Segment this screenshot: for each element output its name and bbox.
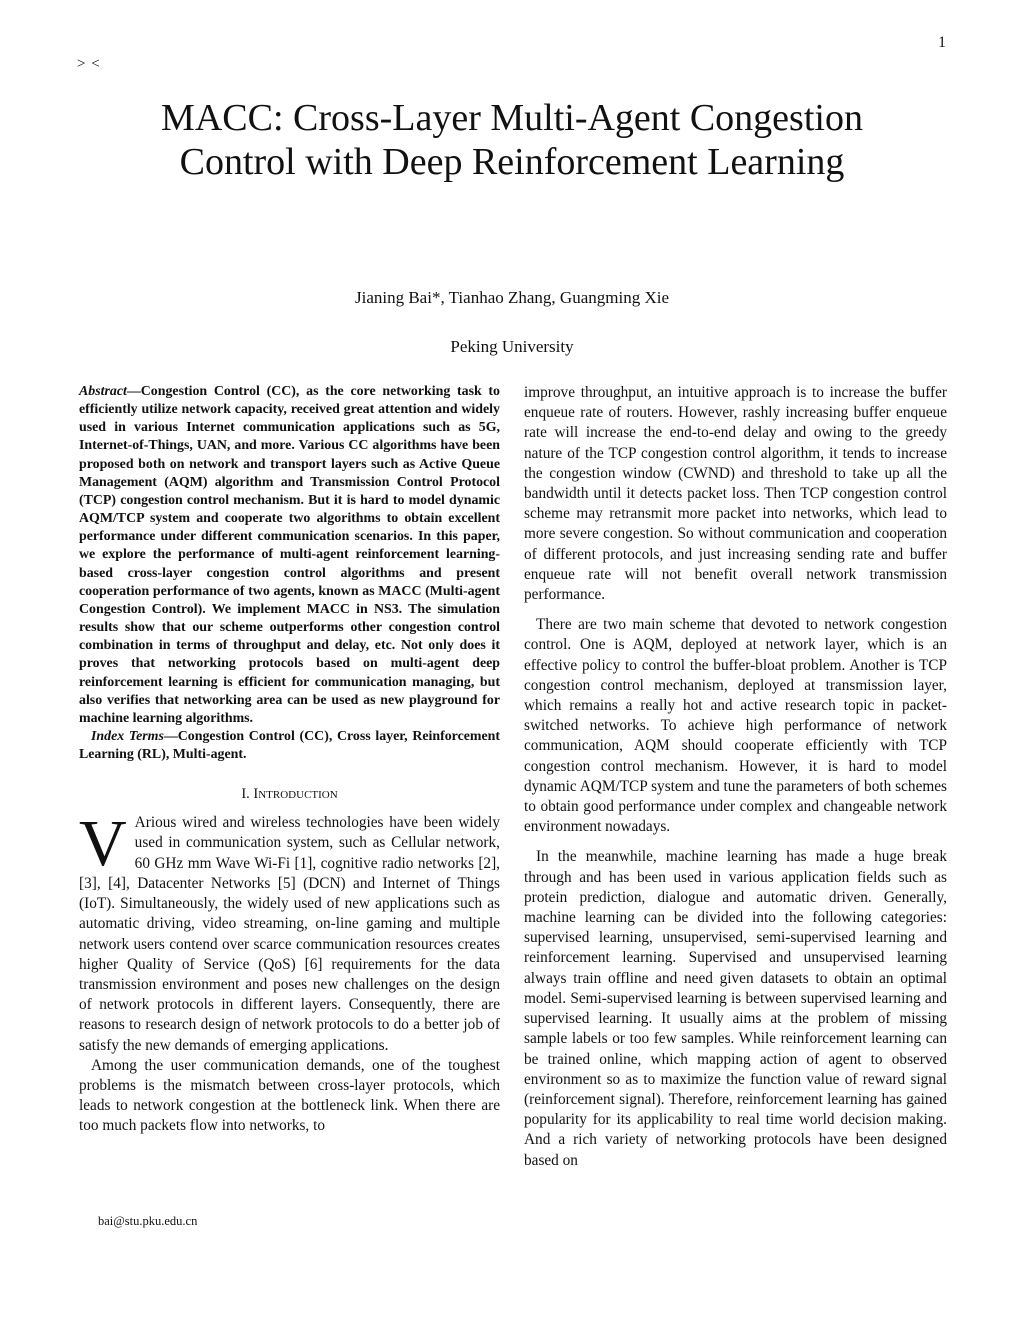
title-line-2: Control with Deep Reinforcement Learning xyxy=(179,141,845,183)
title-line-1: MACC: Cross-Layer Multi-Agent Congestion xyxy=(161,97,863,139)
affiliation: Peking University xyxy=(450,337,574,356)
abstract-text: —Congestion Control (CC), as the core networking task to efficiently utilize network capacity, received great attention and widely used in various Internet communication applications such as 5G, Internet-of-Things, UAN, and more. Various CC algorithms have been proposed both on network and transport layers such as Active Queue Management (AQM) algorithm and Transmission Control Protocol (TCP) congestion control mechanism. But it is hard to model dynamic AQM/TCP system and cooperate two algorithms to obtain excellent performance under different communication scenarios. In this paper, we explore the performance of multi-agent reinforcement learning-based cross-layer congestion control algorithms and present cooperation performance of two agents, known as MACC (Multi-agent Congestion Control). We implement MACC in NS3. The simulation results show that our scheme outperforms other congestion control combination in terms of throughput and delay, etc. Not only does it proves that networking protocols based on multi-agent deep reinforcement learning is efficient for communication managing, but also verifies that networking area can be used as new playground for machine learning algorithms. xyxy=(79,384,500,726)
intro-paragraph-1 xyxy=(79,807,500,1055)
right-paragraph-2: There are two main scheme that devoted to network congestion control. One is AQM, deployed at network layer, which is an effective policy to control the buffer-bloat problem. Another is TCP congestion control mechanism, deployed at transmission layer, which remains a really hot and active research topic in packet-switched networks. To achieve high performance of network communication, AQM should cooperate efficiently with TCP congestion control mechanism. However, it is hard to model dynamic AQM/TCP system and tune the parameters of both schemes to obtain good performance under complex and changeable network environment nowadays. xyxy=(524,616,947,836)
right-column xyxy=(524,383,947,1171)
drop-cap: V xyxy=(79,807,127,881)
intro-paragraph-1-text: Arious wired and wireless technologies have been widely used in communication system, such as Cellular network, 60 GHz mm Wave Wi-Fi [1], cognitive radio networks [2], [3], [4], Datacenter Networks [5] (DCN) and Internet of Things (IoT). Simultaneously, the widely used of new applications such as automatic driving, video streaming, on-line gaming and multiple network users contend over scarce communication resources creates higher Quality of Service (QoS) [6] requirements for the data transmission environment and poses new challenges on the design of network protocols in different layers. Consequently, there are reasons to research design of network protocols to do a better job of satisfy the new demands of emerging applications. xyxy=(79,814,500,1054)
section-number: I. I xyxy=(241,786,259,803)
index-terms-text: —Congestion Control (CC), Cross layer, Reinforcement Learning (RL), Multi-agent. xyxy=(79,728,500,763)
footnote-email: bai@stu.pku.edu.cn xyxy=(98,1214,198,1228)
index-terms-lead: Index Terms xyxy=(91,728,164,744)
author-list: Jianing Bai*, Tianhao Zhang, Guangming Xie xyxy=(354,288,669,307)
left-column xyxy=(79,383,500,1137)
right-paragraph-3: In the meanwhile, machine learning has made a huge break through and has been used in various application fields such as protein prediction, dialogue and automatic driven. Generally, machine learning can be divided into the following categories: supervised learning, unsupervised, semi-supervised learning and reinforcement learning. Supervised and unsupervised learning always train offline and need given datasets to obtain an optimal model. Semi-supervised learning is between supervised learning and supervised learning. It usually aims at the problem of missing sample labels or too few samples. While reinforcement learning can be trained online, which mapping action of agent to observed environment so as to maximize the function value of reward signal (reinforcement signal). Therefore, reinforcement learning has gained popularity for its applicability to real time world decision making. And a rich variety of networking protocols have been designed based on xyxy=(524,848,947,1169)
abstract xyxy=(79,383,500,728)
page-number: 1 xyxy=(938,34,946,51)
header-mark: > < xyxy=(77,56,101,72)
right-paragraph-1: improve throughput, an intuitive approach is to increase the buffer enqueue rate of routers. However, rashly increasing buffer enqueue rate will increase the end-to-end delay and owing to the greedy nature of the TCP congestion control algorithm, it tends to increase the congestion window (CWND) and threshold to take up all the bandwidth until it detects packet loss. Then TCP congestion control scheme may retransmit more packet into networks, which lead to more severe congestion. So without communication and cooperation of different protocols, and just increasing sending rate and buffer enqueue rate will not benefit overall network transmission performance. xyxy=(524,384,947,604)
abstract-lead: Abstract xyxy=(79,384,127,399)
index-terms xyxy=(79,728,500,764)
paper-title xyxy=(0,96,1024,184)
section-title: NTRODUCTION xyxy=(258,789,338,802)
section-heading xyxy=(79,786,500,803)
intro-paragraph-2: Among the user communication demands, one of the toughest problems is the mismatch between cross-layer protocols, which leads to network congestion at the bottleneck link. When there are too much packets flow into networks, to xyxy=(79,1056,500,1135)
